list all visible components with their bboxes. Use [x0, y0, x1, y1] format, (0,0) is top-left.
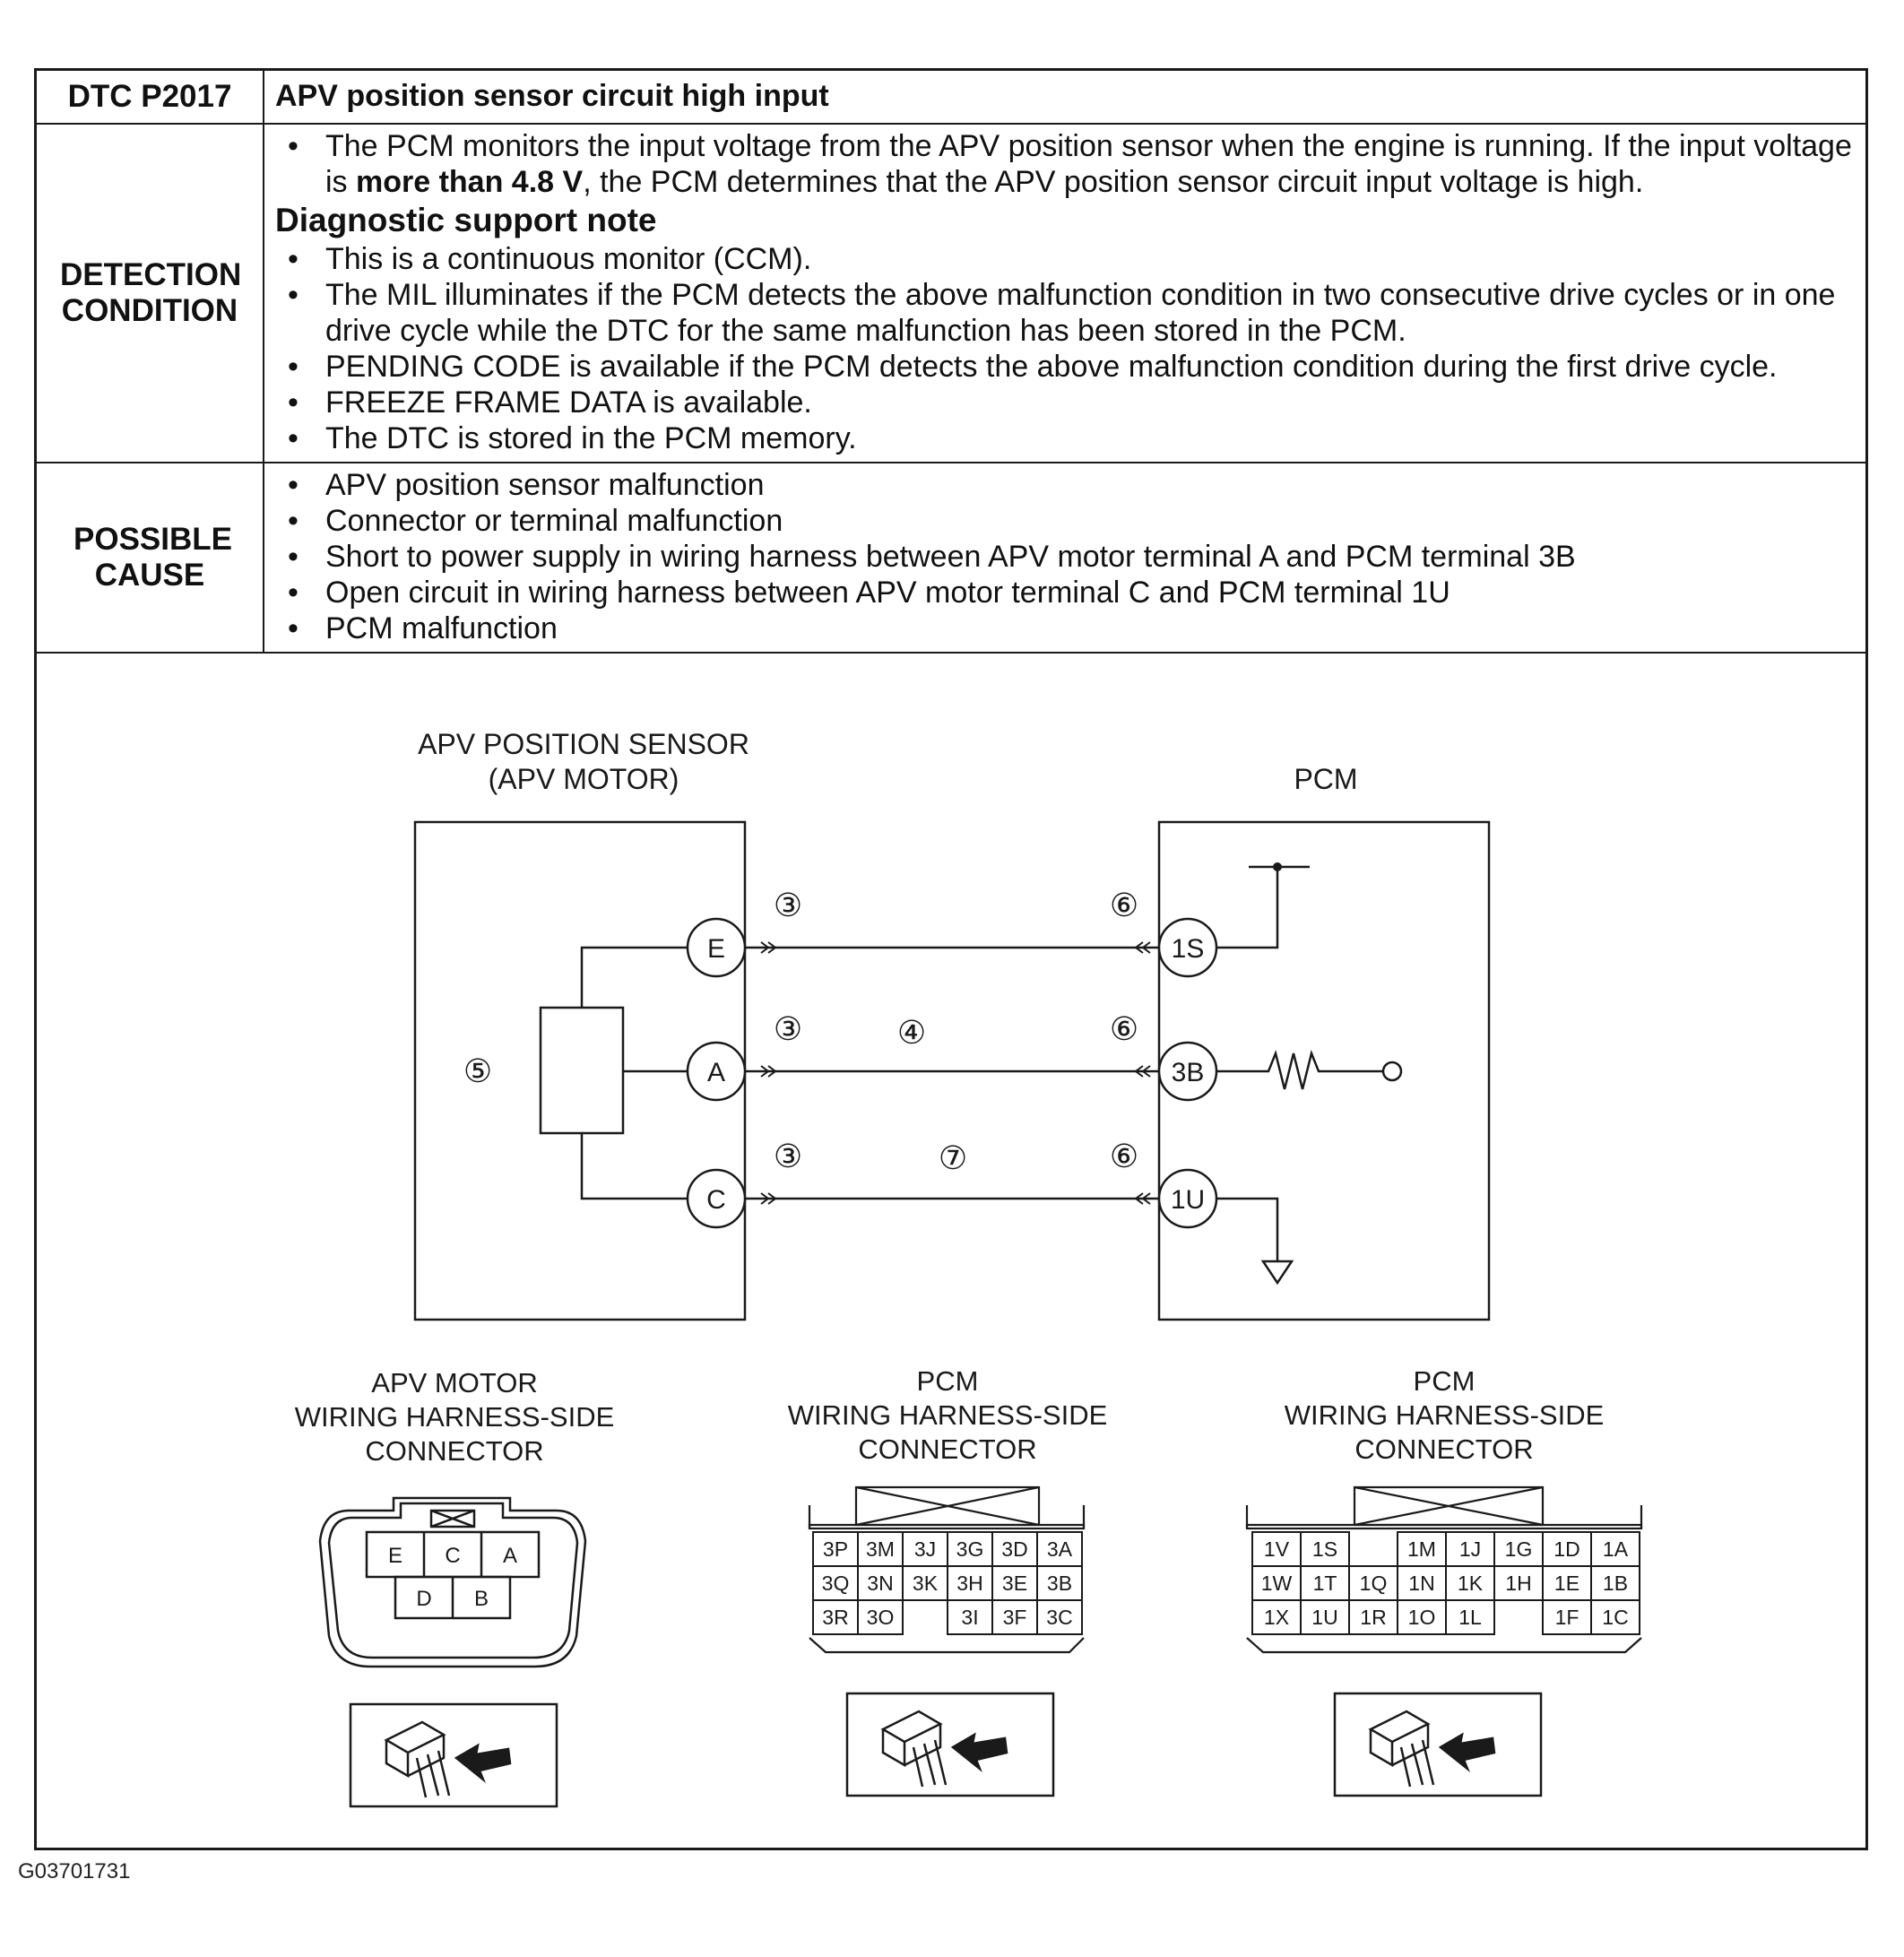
connector-pin-label: 1B — [1602, 1572, 1629, 1595]
apv-connector-title: WIRING HARNESS-SIDE — [294, 1401, 615, 1433]
connector-pin-label: 3Q — [821, 1572, 850, 1595]
connector-view-icon — [883, 1711, 946, 1787]
connector-pin-label: 1K — [1457, 1572, 1484, 1595]
dtc-code: DTC P2017 — [37, 71, 264, 124]
pcm3-connector-title: CONNECTOR — [858, 1433, 1037, 1465]
detection-intro: • The PCM monitors the input voltage from the APV position sensor when the engine is running. If the input voltage is more than 4.8 V, the PCM determines that the APV position sensor circuit input voltage is high. — [275, 128, 1855, 200]
callout-3: ③ — [773, 887, 803, 923]
callout-5: ⑤ — [463, 1052, 493, 1089]
apv-connector-title: CONNECTOR — [365, 1435, 544, 1467]
pcm1-connector-title: PCM — [1413, 1365, 1476, 1397]
terminal-1u-label: 1U — [1170, 1185, 1206, 1215]
apv-pin-c: C — [445, 1544, 461, 1568]
sensor-title: APV POSITION SENSOR — [418, 728, 749, 760]
connector-pin-label: 1G — [1504, 1537, 1533, 1561]
connector-pin-label: 1O — [1407, 1606, 1436, 1629]
connector-pin-label: 3M — [866, 1537, 895, 1561]
terminal-c-label: C — [706, 1185, 726, 1215]
terminal-a-label: A — [706, 1058, 726, 1087]
connector-pin-cell — [1494, 1600, 1543, 1634]
connector-pin-cell — [903, 1600, 948, 1634]
connector-pin-label: 3R — [822, 1606, 849, 1629]
wiring-diagram — [37, 71, 1865, 1848]
pcm3-pin-grid — [813, 1532, 1082, 1634]
connector-pin-label: 1T — [1312, 1572, 1337, 1595]
pcm1-pin-grid — [1252, 1532, 1640, 1634]
list-item: • Short to power supply in wiring harness between APV motor terminal A and PCM terminal 3B — [275, 539, 1855, 575]
sensor-subtitle: (APV MOTOR) — [488, 763, 679, 795]
connector-pin-label: 3G — [956, 1537, 984, 1561]
connector-pin-label: 1E — [1553, 1572, 1580, 1595]
connector-pin-label: 3P — [822, 1537, 849, 1561]
pcm1-connector-body — [1247, 1487, 1641, 1652]
pcm1-connector-title: WIRING HARNESS-SIDE — [1284, 1399, 1605, 1431]
list-item: • PENDING CODE is available if the PCM detects the above malfunction condition during the first drive cycle. — [275, 349, 1855, 385]
apv-pin-a: A — [502, 1544, 518, 1568]
callout-6: ⑥ — [1109, 1138, 1139, 1174]
arrow-icon — [1441, 1735, 1494, 1769]
callout-3: ③ — [773, 1138, 803, 1174]
connector-pin-label: 1H — [1505, 1572, 1532, 1595]
connector-pin-label: 3B — [1046, 1572, 1073, 1595]
terminal-3b-label: 3B — [1171, 1058, 1205, 1087]
connector-pin-label: 3K — [912, 1572, 939, 1595]
arrow-icon — [953, 1735, 1007, 1769]
sensor-wire-c — [582, 1133, 688, 1199]
connector-pin-label: 1U — [1311, 1606, 1338, 1629]
pcm-internal-1s — [1216, 867, 1277, 948]
list-item: • Connector or terminal malfunction — [275, 503, 1855, 539]
pcm-internal-1u — [1216, 1199, 1277, 1261]
connector-pin-label: 1S — [1311, 1537, 1338, 1561]
connector-pin-label: 3H — [956, 1572, 983, 1595]
apv-pin-d: D — [416, 1587, 432, 1611]
possible-cause-label-text: POSSIBLE CAUSE — [74, 522, 232, 593]
connector-pin-label: 1M — [1407, 1537, 1436, 1561]
figure-code: G03701731 — [18, 1859, 131, 1883]
apv-pin-e: E — [387, 1544, 403, 1568]
dtc-title: APV position sensor circuit high input — [264, 71, 1865, 124]
connector-pin-label: 3E — [1001, 1572, 1028, 1595]
connector-pin-label: 3O — [866, 1606, 895, 1629]
connector-pin-label: 1W — [1260, 1572, 1293, 1595]
connector-pin-label: 1N — [1408, 1572, 1435, 1595]
connector-pin-label: 3F — [1002, 1606, 1027, 1629]
connector-pin-cell — [1349, 1532, 1398, 1566]
connector-pin-label: 1C — [1602, 1606, 1629, 1629]
connector-pin-label: 1D — [1553, 1537, 1580, 1561]
apv-connector-body — [320, 1498, 585, 1667]
arrow-icon — [456, 1745, 510, 1779]
callout-4: ④ — [896, 1014, 927, 1051]
apv-pin-b: B — [473, 1587, 489, 1611]
list-item: • The MIL illuminates if the PCM detects the above malfunction condition in two consecutive drive cycles or in one drive cycle while the DTC for the same malfunction has been stored in the PCM. — [275, 277, 1855, 349]
sensor-element — [541, 1008, 623, 1133]
callout-3: ③ — [773, 1010, 803, 1047]
sensor-wire-e — [582, 948, 688, 1008]
terminal-1s-label: 1S — [1171, 934, 1205, 964]
pcm-internal-terminal — [1383, 1062, 1401, 1080]
connector-pin-label: 3A — [1046, 1537, 1073, 1561]
pcm3-connector-title: WIRING HARNESS-SIDE — [787, 1399, 1108, 1431]
harness-view-box — [351, 1704, 557, 1806]
connector-pin-label: 1V — [1263, 1537, 1290, 1561]
list-item: • PCM malfunction — [275, 610, 1855, 646]
detection-label-text: DETECTION CONDITION — [60, 257, 242, 328]
connector-pin-label: 1L — [1458, 1606, 1482, 1629]
resistor-icon — [1216, 1053, 1383, 1089]
connector-pin-label: 1R — [1360, 1606, 1387, 1629]
junction-dot — [1273, 862, 1282, 871]
callout-6: ⑥ — [1109, 1010, 1139, 1047]
pcm1-connector-title: CONNECTOR — [1354, 1433, 1534, 1465]
apv-connector-title: APV MOTOR — [371, 1367, 538, 1398]
connector-pin-label: 1F — [1554, 1606, 1579, 1629]
list-item: • This is a continuous monitor (CCM). — [275, 241, 1855, 277]
connector-pin-label: 1J — [1458, 1537, 1482, 1561]
pcm3-connector-title: PCM — [916, 1365, 979, 1397]
connector-view-icon — [386, 1722, 449, 1797]
harness-view-box — [847, 1693, 1053, 1796]
connector-pin-label: 3C — [1046, 1606, 1073, 1629]
connector-pin-label: 3D — [1001, 1537, 1028, 1561]
pcm-title: PCM — [1294, 763, 1358, 795]
connector-pin-label: 3J — [913, 1537, 937, 1561]
voltage-threshold: more than 4.8 V — [356, 165, 584, 199]
connector-view-icon — [1371, 1711, 1433, 1787]
callout-6: ⑥ — [1109, 887, 1139, 923]
connector-pin-label: 3I — [961, 1606, 979, 1629]
dtc-sheet — [34, 68, 1868, 1850]
list-item: • APV position sensor malfunction — [275, 467, 1855, 503]
terminal-e-label: E — [706, 934, 726, 964]
ground-icon — [1263, 1261, 1292, 1283]
list-item: • FREEZE FRAME DATA is available. — [275, 385, 1855, 420]
list-item: • Open circuit in wiring harness between APV motor terminal C and PCM terminal 1U — [275, 575, 1855, 610]
connector-pin-label: 1X — [1263, 1606, 1290, 1629]
diagnostic-support-heading: Diagnostic support note — [275, 202, 657, 238]
callout-7: ⑦ — [938, 1139, 968, 1176]
harness-view-box — [1335, 1693, 1541, 1796]
list-item: • The DTC is stored in the PCM memory. — [275, 420, 1855, 456]
connector-pin-label: 3N — [867, 1572, 894, 1595]
connector-pin-label: 1Q — [1359, 1572, 1388, 1595]
connector-pin-label: 1A — [1602, 1537, 1629, 1561]
